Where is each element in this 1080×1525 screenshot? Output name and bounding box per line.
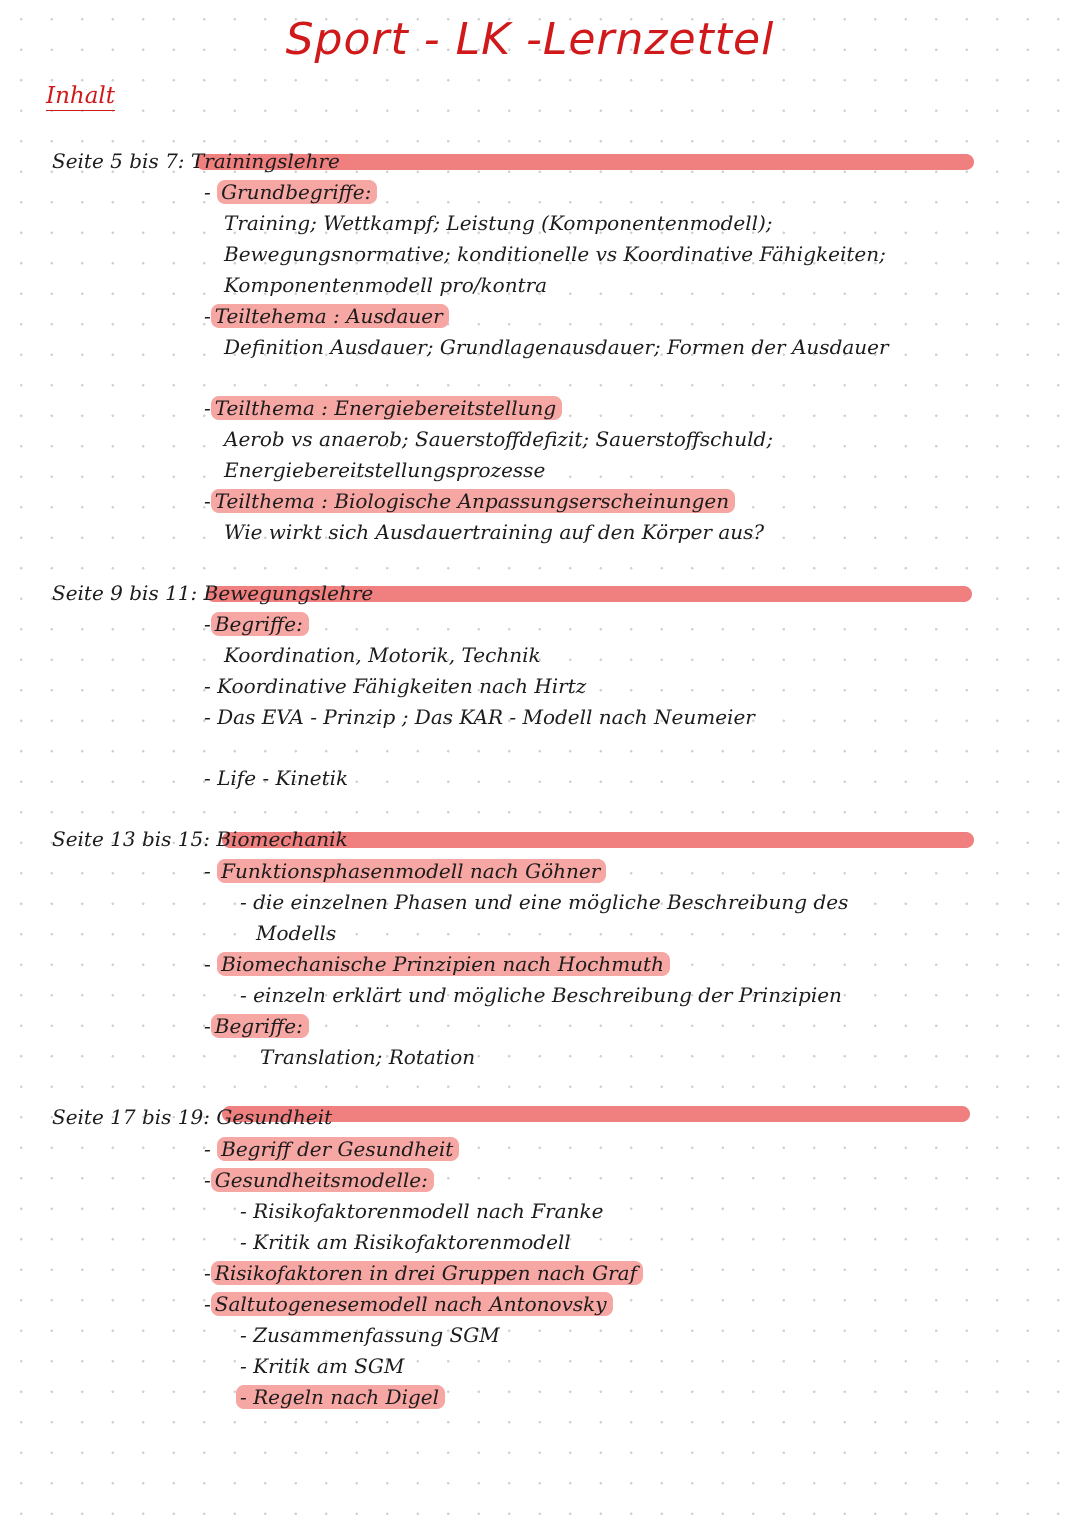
section-topic: Bewegungslehre xyxy=(203,581,374,605)
list-item: - Grundbegriffe: xyxy=(204,178,377,206)
list-item: Translation; Rotation xyxy=(260,1045,476,1069)
list-item: - Saltutogenesemodell nach Antonovsky xyxy=(204,1290,613,1318)
list-item: Wie wirkt sich Ausdauertraining auf den Körper aus? xyxy=(224,520,765,544)
list-item: - die einzelnen Phasen und eine mögliche Beschreibung des xyxy=(240,890,849,914)
section-pages: Seite 13 bis 15: xyxy=(52,827,210,851)
list-item: - Zusammenfassung SGM xyxy=(240,1323,500,1347)
list-item: Bewegungsnormative; konditionelle vs Koordinative Fähigkeiten; xyxy=(224,242,886,266)
list-item: Modells xyxy=(256,921,337,945)
list-item: - Kritik am Risikofaktorenmodell xyxy=(240,1230,571,1254)
list-item: - Teiltehema : Ausdauer xyxy=(204,302,449,330)
section-header xyxy=(52,147,340,175)
list-item: Energiebereitstellungsprozesse xyxy=(224,458,546,482)
section-pages: Seite 17 bis 19: xyxy=(52,1105,210,1129)
list-item: Training; Wettkampf; Leistung (Komponentenmodell); xyxy=(224,211,773,235)
section-header xyxy=(52,825,348,853)
list-item: - Gesundheitsmodelle: xyxy=(204,1166,434,1194)
list-item: Komponentenmodell pro/kontra xyxy=(224,273,548,297)
section-highlight-bar xyxy=(222,1106,970,1122)
list-item: Aerob vs anaerob; Sauerstoffdefizit; Sauerstoffschuld; xyxy=(224,427,774,451)
list-item: - Das EVA - Prinzip ; Das KAR - Modell nach Neumeier xyxy=(204,705,755,729)
list-item: - Funktionsphasenmodell nach Göhner xyxy=(204,857,606,885)
list-item: - Begriffe: xyxy=(204,610,309,638)
list-item: - Life - Kinetik xyxy=(204,766,349,790)
list-item: - Begriff der Gesundheit xyxy=(204,1135,459,1163)
list-item: - Teilthema : Biologische Anpassungserscheinungen xyxy=(204,487,735,515)
list-item: - Teilthema : Energiebereitstellung xyxy=(204,394,562,422)
page-title: Sport - LK -Lernzettel xyxy=(285,14,775,65)
list-item: - Begriffe: xyxy=(204,1012,309,1040)
section-header xyxy=(52,1103,332,1131)
list-item: - Risikofaktorenmodell nach Franke xyxy=(240,1199,604,1223)
section-topic: Biomechanik xyxy=(216,827,348,851)
list-item: - Kritik am SGM xyxy=(240,1354,405,1378)
section-header xyxy=(52,579,373,607)
list-item: Definition Ausdauer; Grundlagenausdauer; Formen der Ausdauer xyxy=(224,335,889,359)
list-item: - Biomechanische Prinzipien nach Hochmuth xyxy=(204,950,670,978)
section-pages: Seite 9 bis 11: xyxy=(52,581,198,605)
list-item: - Koordinative Fähigkeiten nach Hirtz xyxy=(204,674,587,698)
inhalt-heading: Inhalt xyxy=(46,83,116,109)
section-topic: Gesundheit xyxy=(216,1105,333,1129)
section-topic: Trainingslehre xyxy=(190,149,340,173)
list-item: - einzeln erklärt und mögliche Beschreibung der Prinzipien xyxy=(240,983,842,1007)
section-pages: Seite 5 bis 7: xyxy=(52,149,185,173)
list-item: - Regeln nach Digel xyxy=(236,1383,445,1411)
list-item: Koordination, Motorik, Technik xyxy=(224,643,541,667)
list-item: - Risikofaktoren in drei Gruppen nach Graf xyxy=(204,1259,643,1287)
